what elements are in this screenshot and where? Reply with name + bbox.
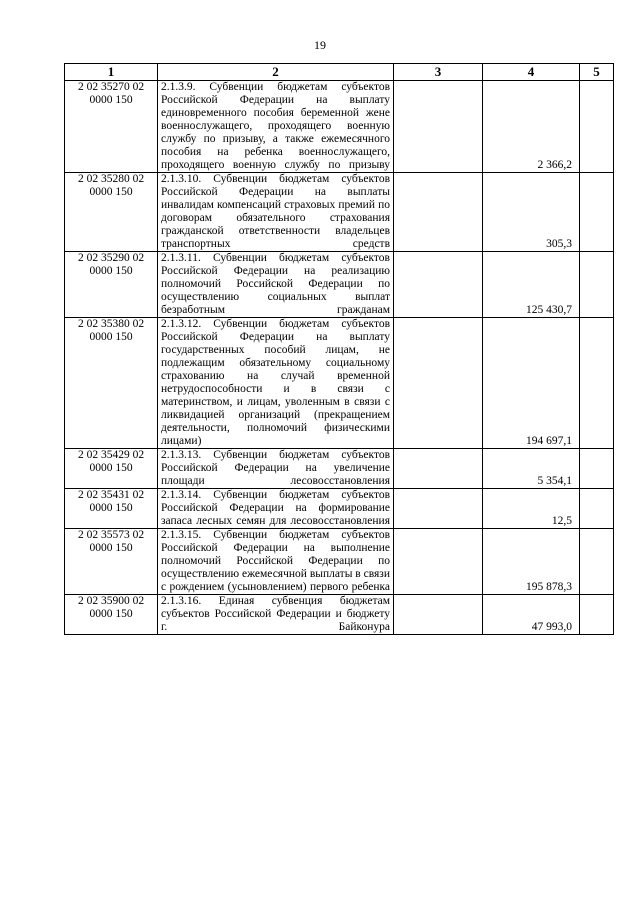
row-col3 — [394, 529, 483, 595]
table-header-row — [65, 64, 614, 81]
row-amount: 47 993,0 — [483, 595, 580, 635]
row-col5 — [580, 81, 614, 173]
row-col5 — [580, 173, 614, 252]
row-col3 — [394, 595, 483, 635]
header-col-1: 1 — [65, 64, 158, 81]
row-col3 — [394, 449, 483, 489]
row-description: 2.1.3.13. Субвенции бюджетам субъектов Российской Федерации на увеличение площади лесовосстановления — [158, 449, 394, 489]
row-col5 — [580, 595, 614, 635]
row-description: 2.1.3.12. Субвенции бюджетам субъектов Российской Федерации на выплату государственных пособий лицам, не подлежащим обязательному социальному страхованию на случай временной нетрудоспособности и в связи с материнством, и лицам, уволенным в связи с ликвидацией организаций (прекращением деятельности, полномочий физическими лицами) — [158, 318, 394, 449]
header-col-2: 2 — [158, 64, 394, 81]
row-col5 — [580, 252, 614, 318]
row-code: 2 02 35573 02 0000 150 — [65, 529, 158, 595]
table-row — [65, 529, 614, 595]
row-description: 2.1.3.16. Единая субвенция бюджетам субъектов Российской Федерации и бюджету г. Байконура — [158, 595, 394, 635]
header-col-5: 5 — [580, 64, 614, 81]
row-code: 2 02 35280 02 0000 150 — [65, 173, 158, 252]
row-col3 — [394, 252, 483, 318]
table-row — [65, 595, 614, 635]
table-row — [65, 489, 614, 529]
row-col5 — [580, 318, 614, 449]
row-col3 — [394, 489, 483, 529]
row-code: 2 02 35270 02 0000 150 — [65, 81, 158, 173]
row-col5 — [580, 489, 614, 529]
page-number: 19 — [314, 38, 326, 52]
header-col-3: 3 — [394, 64, 483, 81]
row-code: 2 02 35900 02 0000 150 — [65, 595, 158, 635]
row-amount: 5 354,1 — [483, 449, 580, 489]
row-amount: 305,3 — [483, 173, 580, 252]
row-description: 2.1.3.11. Субвенции бюджетам субъектов Российской Федерации на реализацию полномочий Российской Федерации по осуществлению социальных выплат безработным гражданам — [158, 252, 394, 318]
row-col3 — [394, 81, 483, 173]
table-row — [65, 81, 614, 173]
table-row — [65, 318, 614, 449]
row-col5 — [580, 449, 614, 489]
row-col3 — [394, 318, 483, 449]
row-code: 2 02 35380 02 0000 150 — [65, 318, 158, 449]
row-code: 2 02 35290 02 0000 150 — [65, 252, 158, 318]
row-amount: 195 878,3 — [483, 529, 580, 595]
row-amount: 125 430,7 — [483, 252, 580, 318]
row-description: 2.1.3.10. Субвенции бюджетам субъектов Российской Федерации на выплаты инвалидам компенсаций страховых премий по договорам обязательного страхования гражданской ответственности владельцев транспортных средств — [158, 173, 394, 252]
row-col3 — [394, 173, 483, 252]
row-description: 2.1.3.15. Субвенции бюджетам субъектов Российской Федерации на выполнение полномочий Российской Федерации по осуществлению ежемесячной выплаты в связи с рождением (усыновлением) первого ребенка — [158, 529, 394, 595]
row-code: 2 02 35431 02 0000 150 — [65, 489, 158, 529]
budget-table — [64, 63, 614, 635]
row-description: 2.1.3.9. Субвенции бюджетам субъектов Российской Федерации на выплату единовременного пособия беременной жене военнослужащего, проходящего военную службу по призыву, а также ежемесячного пособия на ребенка военнослужащего, проходящего военную службу по призыву — [158, 81, 394, 173]
table-row — [65, 449, 614, 489]
header-col-4: 4 — [483, 64, 580, 81]
row-amount: 2 366,2 — [483, 81, 580, 173]
table-row — [65, 252, 614, 318]
row-col5 — [580, 529, 614, 595]
row-amount: 12,5 — [483, 489, 580, 529]
row-description: 2.1.3.14. Субвенции бюджетам субъектов Российской Федерации на формирование запаса лесных семян для лесовосстановления — [158, 489, 394, 529]
row-code: 2 02 35429 02 0000 150 — [65, 449, 158, 489]
row-amount: 194 697,1 — [483, 318, 580, 449]
table-row — [65, 173, 614, 252]
